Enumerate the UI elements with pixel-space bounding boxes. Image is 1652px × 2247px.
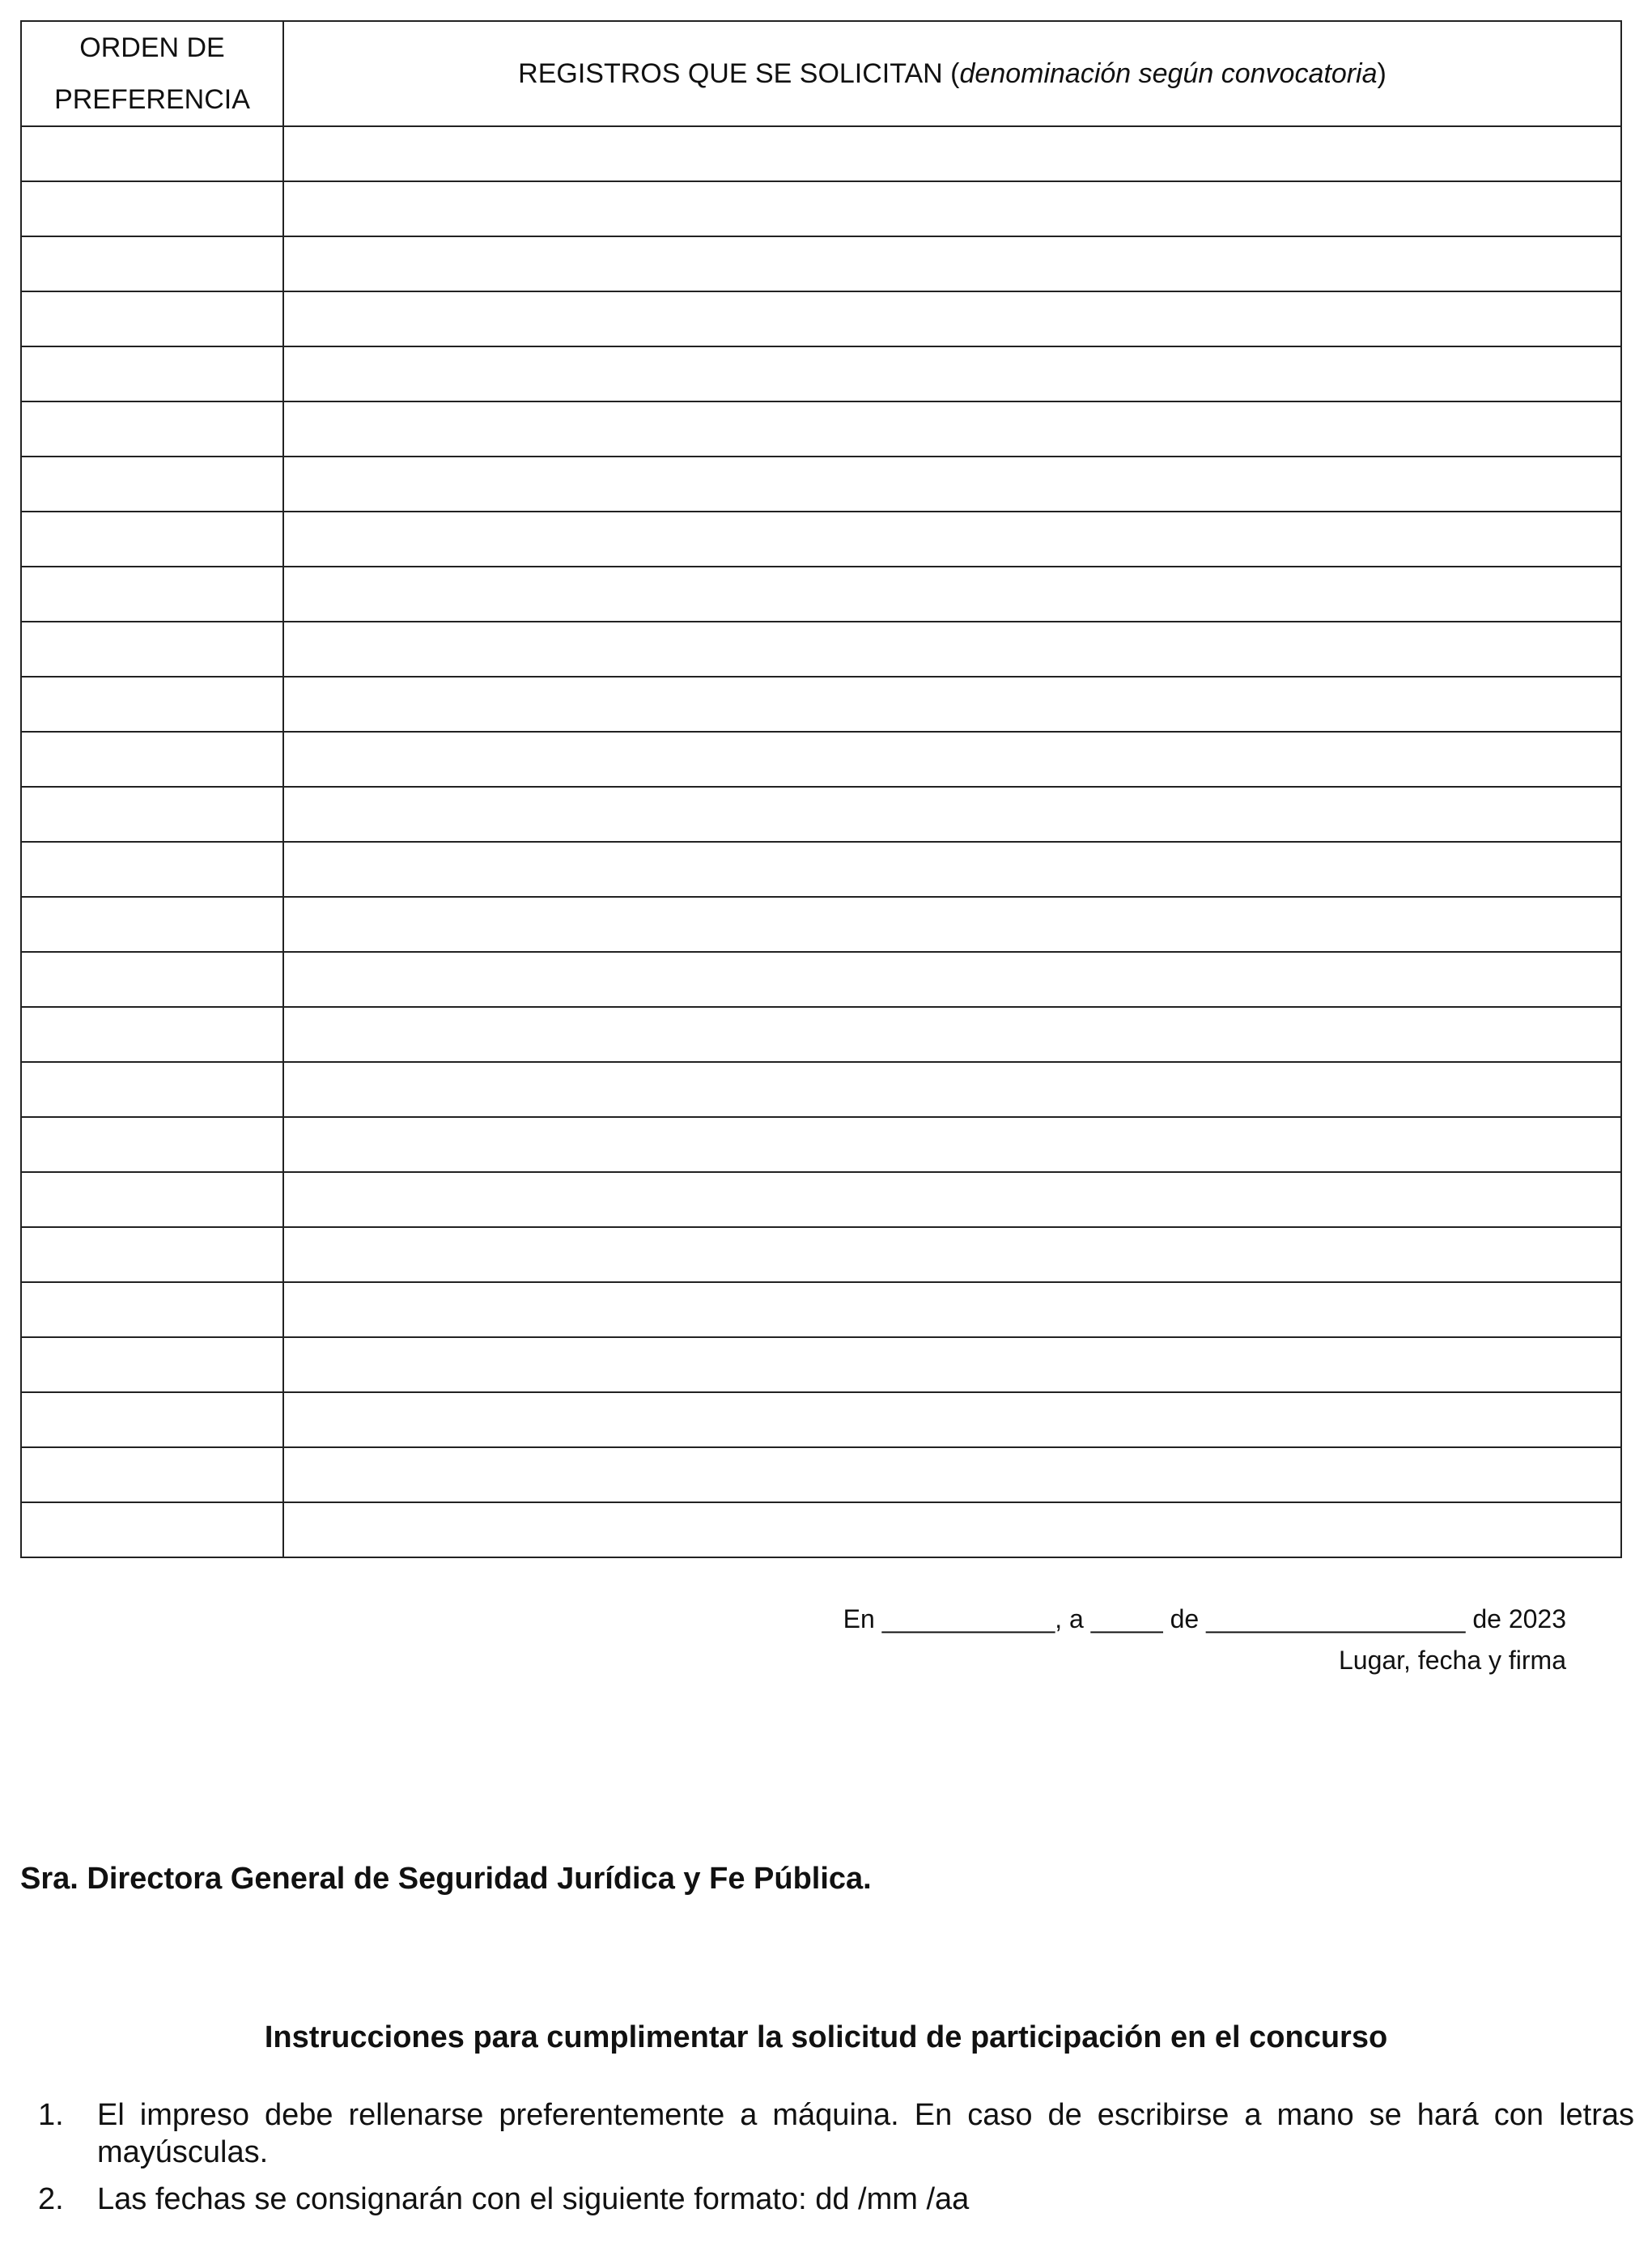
preference-order-cell[interactable] [21, 787, 283, 842]
table-row [21, 1227, 1621, 1282]
registry-name-cell[interactable] [283, 1117, 1621, 1172]
header-registries-italic: denominación según convocatoria [959, 58, 1378, 89]
registry-name-cell[interactable] [283, 677, 1621, 732]
table-row [21, 1502, 1621, 1557]
table-row [21, 401, 1621, 457]
table-row [21, 1172, 1621, 1227]
registry-name-cell[interactable] [283, 401, 1621, 457]
table-row [21, 567, 1621, 622]
preference-order-cell[interactable] [21, 1282, 283, 1337]
registry-name-cell[interactable] [283, 1227, 1621, 1282]
header-requested-registries [283, 21, 1621, 126]
preference-order-cell[interactable] [21, 1502, 283, 1557]
header-order-line1: ORDEN DE [79, 32, 225, 63]
preference-order-cell[interactable] [21, 1172, 283, 1227]
instruction-item [20, 2096, 1634, 2171]
date-signature-caption: Lugar, fecha y firma [1338, 1646, 1566, 1675]
header-registries-text: REGISTROS QUE SE SOLICITAN ( [518, 58, 960, 89]
registry-name-cell[interactable] [283, 236, 1621, 291]
preference-order-cell[interactable] [21, 1337, 283, 1392]
instruction-number: 1. [38, 2098, 64, 2132]
preference-order-cell[interactable] [21, 401, 283, 457]
table-row [21, 512, 1621, 567]
registry-name-cell[interactable] [283, 622, 1621, 677]
preference-order-cell[interactable] [21, 346, 283, 401]
table-row [21, 1007, 1621, 1062]
preference-order-cell[interactable] [21, 236, 283, 291]
instruction-text: El impreso debe rellenarse preferentemente a máquina. En caso de escribirse a mano se hará con letras mayúsculas. [97, 2098, 1634, 2169]
table-row [21, 622, 1621, 677]
table-row [21, 236, 1621, 291]
table-row [21, 126, 1621, 181]
header-order-of-preference [21, 21, 283, 126]
instruction-number: 2. [38, 2182, 64, 2216]
header-registries-close: ) [1377, 58, 1387, 89]
registry-name-cell[interactable] [283, 952, 1621, 1007]
table-row [21, 842, 1621, 897]
table-row [21, 1062, 1621, 1117]
registry-name-cell[interactable] [283, 1007, 1621, 1062]
addressee: Sra. Directora General de Seguridad Jurídica y Fe Pública. [20, 1862, 872, 1896]
registry-name-cell[interactable] [283, 1447, 1621, 1502]
preference-order-cell[interactable] [21, 952, 283, 1007]
registry-name-cell[interactable] [283, 291, 1621, 346]
preference-order-cell[interactable] [21, 1062, 283, 1117]
preference-order-cell[interactable] [21, 842, 283, 897]
preference-order-cell[interactable] [21, 1007, 283, 1062]
instruction-item [20, 2181, 1634, 2218]
preference-order-cell[interactable] [21, 1392, 283, 1447]
registry-name-cell[interactable] [283, 457, 1621, 512]
table-row [21, 732, 1621, 787]
registry-name-cell[interactable] [283, 1392, 1621, 1447]
table-body [21, 126, 1621, 1557]
table-row [21, 1117, 1621, 1172]
registry-name-cell[interactable] [283, 567, 1621, 622]
registry-name-cell[interactable] [283, 1282, 1621, 1337]
table-row [21, 787, 1621, 842]
preference-table [20, 20, 1622, 1558]
table-row [21, 1337, 1621, 1392]
preference-order-cell[interactable] [21, 897, 283, 952]
preference-order-cell[interactable] [21, 732, 283, 787]
registry-name-cell[interactable] [283, 1062, 1621, 1117]
preference-order-cell[interactable] [21, 1117, 283, 1172]
table-row [21, 677, 1621, 732]
table-row [21, 1392, 1621, 1447]
registry-name-cell[interactable] [283, 1337, 1621, 1392]
registry-name-cell[interactable] [283, 732, 1621, 787]
registry-name-cell[interactable] [283, 897, 1621, 952]
date-signature-line[interactable]: En ____________, a _____ de __________________ de 2023 [843, 1604, 1566, 1633]
preference-order-cell[interactable] [21, 1447, 283, 1502]
registry-name-cell[interactable] [283, 512, 1621, 567]
registry-name-cell[interactable] [283, 181, 1621, 236]
table-row [21, 181, 1621, 236]
preference-order-cell[interactable] [21, 291, 283, 346]
table-row [21, 952, 1621, 1007]
registry-name-cell[interactable] [283, 1172, 1621, 1227]
registry-name-cell[interactable] [283, 787, 1621, 842]
instructions-list [20, 2096, 1634, 2228]
registry-name-cell[interactable] [283, 126, 1621, 181]
table-row [21, 291, 1621, 346]
preference-order-cell[interactable] [21, 567, 283, 622]
preference-order-cell[interactable] [21, 126, 283, 181]
preference-order-cell[interactable] [21, 457, 283, 512]
registry-name-cell[interactable] [283, 346, 1621, 401]
preference-order-cell[interactable] [21, 181, 283, 236]
table-row [21, 346, 1621, 401]
preference-order-cell[interactable] [21, 512, 283, 567]
preference-order-cell[interactable] [21, 677, 283, 732]
header-order-line2: PREFERENCIA [54, 84, 250, 115]
registry-name-cell[interactable] [283, 1502, 1621, 1557]
preference-order-cell[interactable] [21, 622, 283, 677]
table-row [21, 1447, 1621, 1502]
table-header-row [21, 21, 1621, 126]
preference-order-cell[interactable] [21, 1227, 283, 1282]
table-row [21, 457, 1621, 512]
registry-name-cell[interactable] [283, 842, 1621, 897]
table-row [21, 897, 1621, 952]
instructions-title: Instrucciones para cumplimentar la solicitud de participación en el concurso [264, 2020, 1388, 2054]
instruction-text: Las fechas se consignarán con el siguiente formato: dd /mm /aa [97, 2182, 970, 2216]
table-row [21, 1282, 1621, 1337]
